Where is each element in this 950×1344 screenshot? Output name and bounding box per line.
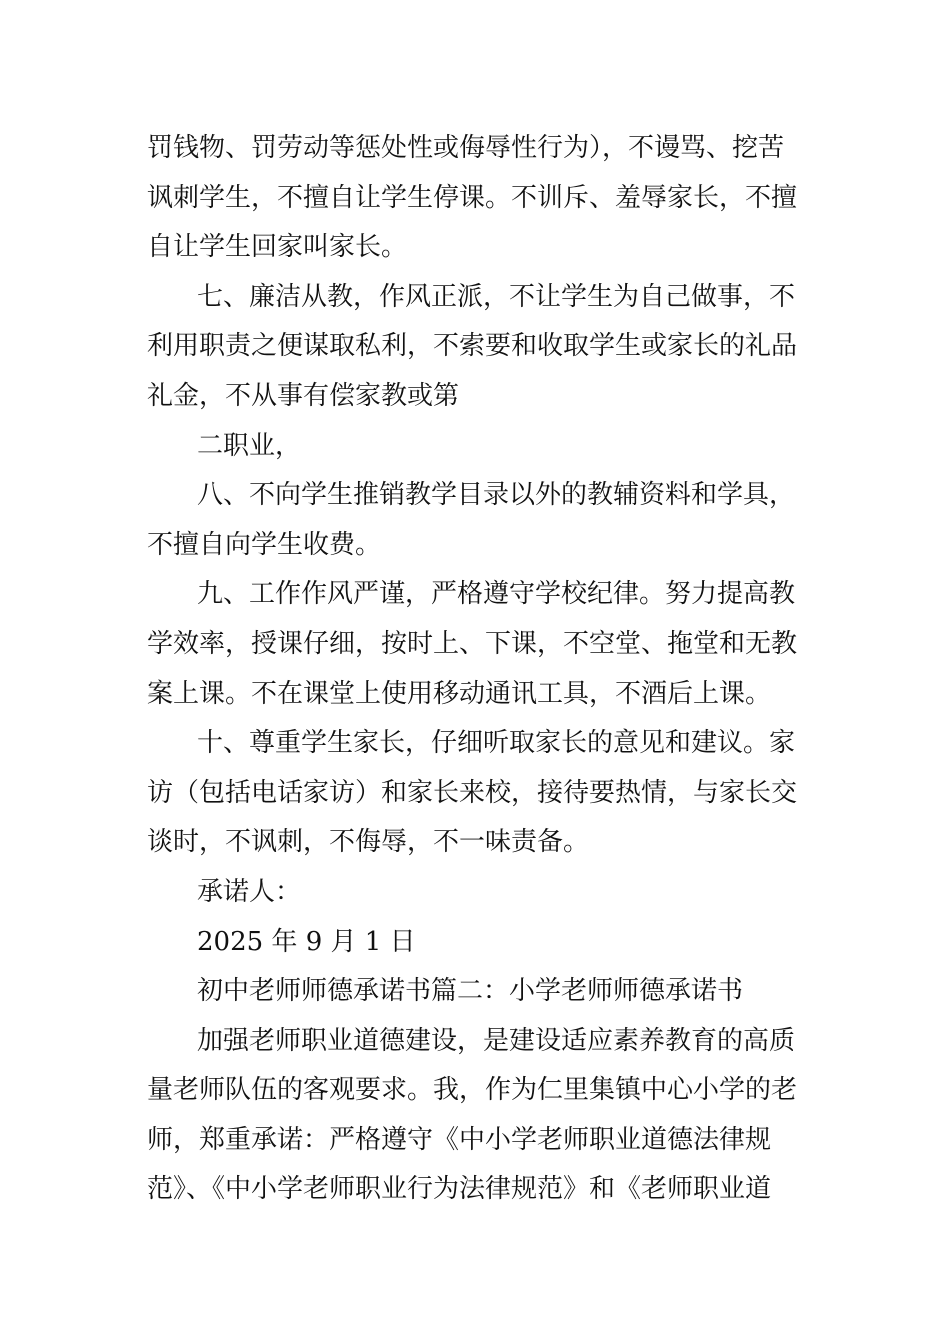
text-line: 罚钱物、罚劳动等惩处性或侮辱性行为），不谩骂、挖苦 bbox=[147, 133, 785, 163]
text-line: 加强老师职业道德建设，是建设适应素养教育的高质 bbox=[197, 1025, 796, 1056]
text-line: 谈时，不讽刺，不侮辱，不一味责备。 bbox=[147, 827, 590, 858]
text-line: 案上课。不在课堂上使用移动通讯工具，不酒后上课。 bbox=[147, 678, 772, 709]
text-line: 九、工作作风严谨，严格遵守学校纪律。努力提高教 bbox=[197, 579, 796, 610]
text-line: 讽刺学生，不擅自让学生停课。不训斥、羞辱家长，不擅 bbox=[147, 182, 798, 213]
text-line: 自让学生回家叫家长。 bbox=[147, 232, 408, 263]
text-line: 访（包括电话家访）和家长来校，接待要热情，与家长交 bbox=[147, 777, 798, 808]
section-heading: 初中老师师德承诺书篇二：小学老师师德承诺书 bbox=[197, 976, 744, 1007]
text-line: 师，郑重承诺：严格遵守《中小学老师职业道德法律规 bbox=[147, 1124, 772, 1155]
text-line: 学效率，授课仔细，按时上、下课，不空堂、拖堂和无教 bbox=[147, 628, 798, 659]
text-line: 礼金，不从事有偿家教或第 bbox=[147, 380, 460, 411]
text-line: 八、不向学生推销教学目录以外的教辅资料和学具， bbox=[197, 480, 796, 511]
text-line: 利用职责之便谋取私利，不索要和收取学生或家长的礼品 bbox=[147, 331, 798, 362]
signer-label: 承诺人： bbox=[197, 876, 302, 907]
text-line: 十、尊重学生家长，仔细听取家长的意见和建议。家 bbox=[197, 728, 796, 759]
signature-date: 2025 年 9 月 1 日 bbox=[197, 926, 416, 957]
text-line: 二职业， bbox=[197, 430, 302, 461]
text-line: 量老师队伍的客观要求。我，作为仁里集镇中心小学的老 bbox=[147, 1075, 798, 1106]
text-line: 不擅自向学生收费。 bbox=[147, 529, 382, 560]
text-line: 七、廉洁从教，作风正派，不让学生为自己做事，不 bbox=[197, 281, 796, 312]
document-body bbox=[147, 124, 807, 1215]
text-line: 范》、《中小学老师职业行为法律规范》和《老师职业道 bbox=[147, 1174, 772, 1205]
